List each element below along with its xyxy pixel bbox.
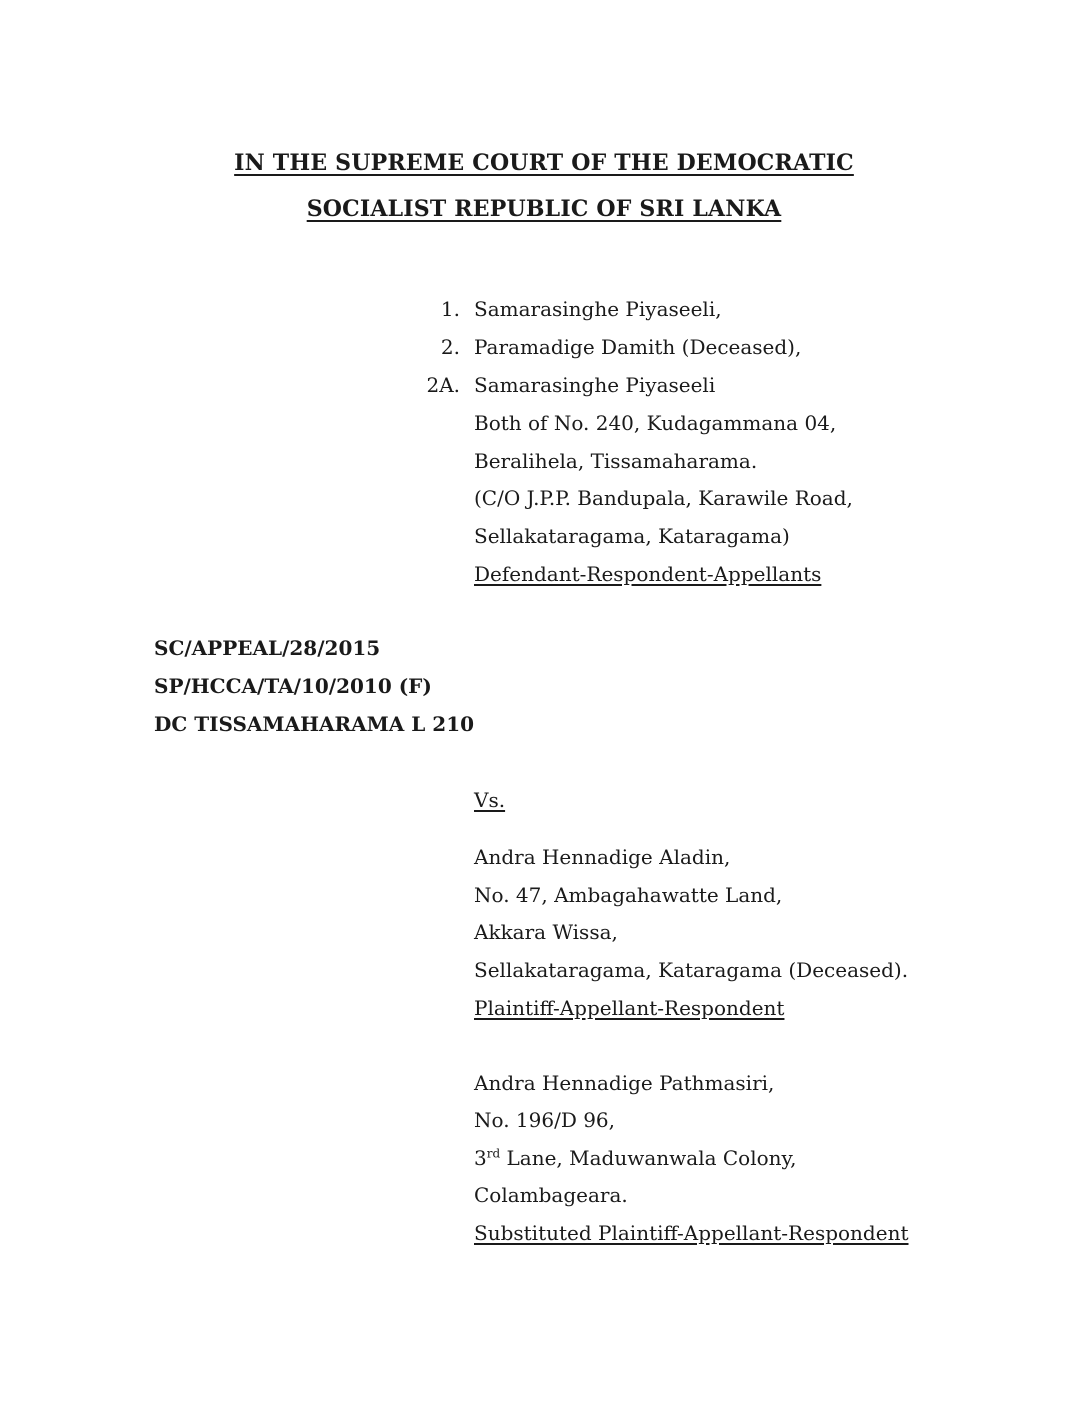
- party-line: No. 196/D 96,: [474, 1108, 616, 1132]
- party-role: Substituted Plaintiff-Appellant-Respondent: [474, 1221, 909, 1245]
- ordinal-suffix: rd: [486, 1146, 501, 1161]
- address-line: Sellakataragama, Kataragama): [474, 524, 790, 548]
- address-line: (C/O J.P.P. Bandupala, Karawile Road,: [474, 486, 853, 510]
- case-number: DC TISSAMAHARAMA L 210: [154, 712, 475, 736]
- party-line: [474, 1146, 797, 1170]
- party-name: Samarasinghe Piyaseeli: [474, 373, 716, 397]
- party-name: Paramadige Damith (Deceased),: [474, 335, 802, 359]
- page-title-line-1: IN THE SUPREME COURT OF THE DEMOCRATIC: [234, 150, 854, 176]
- address-line: Beralihela, Tissamaharama.: [474, 449, 758, 473]
- party-number: 2A.: [426, 373, 460, 397]
- party-line: Andra Hennadige Aladin,: [474, 845, 731, 869]
- party-name: Samarasinghe Piyaseeli,: [474, 297, 722, 321]
- page-title-line-2: SOCIALIST REPUBLIC OF SRI LANKA: [306, 196, 782, 222]
- party-line: Colambageara.: [474, 1183, 628, 1207]
- party-number: 1.: [440, 297, 460, 321]
- party-line: Sellakataragama, Kataragama (Deceased).: [474, 958, 909, 982]
- versus-label: Vs.: [474, 788, 506, 812]
- party-role: Defendant-Respondent-Appellants: [474, 562, 822, 586]
- address-line: Both of No. 240, Kudagammana 04,: [474, 411, 837, 435]
- party-number: 2.: [440, 335, 460, 359]
- party-line-rest: Lane, Maduwanwala Colony,: [500, 1146, 797, 1170]
- case-number: SC/APPEAL/28/2015: [154, 636, 381, 660]
- party-line: Andra Hennadige Pathmasiri,: [474, 1071, 775, 1095]
- party-line: No. 47, Ambagahawatte Land,: [474, 883, 783, 907]
- party-role: Plaintiff-Appellant-Respondent: [474, 996, 785, 1020]
- case-number: SP/HCCA/TA/10/2010 (F): [154, 674, 432, 698]
- party-line: Akkara Wissa,: [474, 920, 618, 944]
- ordinal-number: 3: [474, 1146, 487, 1170]
